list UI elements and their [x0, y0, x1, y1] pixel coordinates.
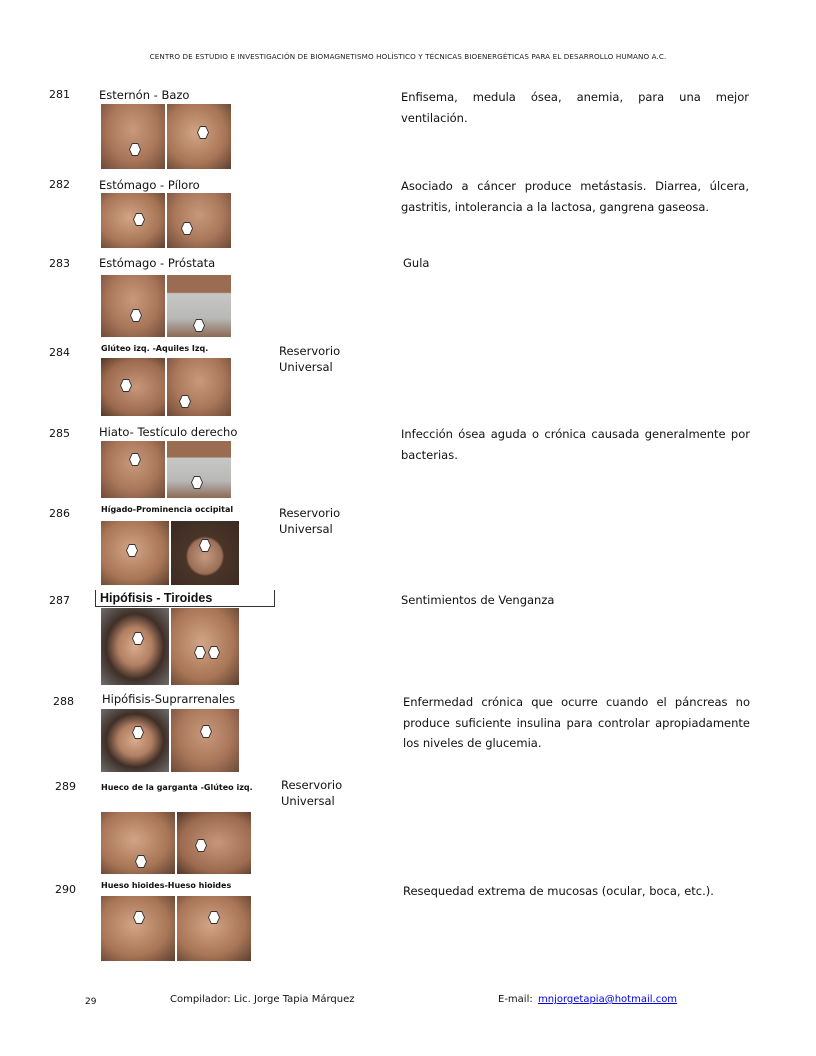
body-point-image [101, 521, 239, 585]
entry-number: 288 [53, 695, 74, 708]
body-point-image [101, 275, 231, 337]
entry-title: Hipófisis-Suprarrenales [102, 692, 236, 706]
entry-title: Hueso hioides-Hueso hioides [101, 881, 232, 890]
entry-title: Hígado-Prominencia occipital [101, 505, 234, 514]
entry-title: Hipófisis - Tiroides [95, 590, 275, 607]
entry-number: 289 [55, 780, 76, 793]
body-point-image [101, 812, 251, 874]
entry-title: Hiato- Testículo derecho [99, 425, 238, 439]
reservoir-label: Reservorio Universal [279, 506, 341, 536]
page-header: CENTRO DE ESTUDIO E INVESTIGACIÓN DE BIOMAGNETISMO HOLÍSTICO Y TÉCNICAS BIOENERGÉTICAS PARA EL DESARROLLO HUMANO A.C. [149, 52, 667, 61]
body-point-image [101, 709, 239, 772]
entry-number: 286 [49, 507, 70, 520]
entry-description: Enfermedad crónica que ocurre cuando el páncreas no produce suficiente insulina para controlar apropiadamente los niveles de glucemia. [403, 695, 750, 750]
footer-email-link[interactable]: mnjorgetapia@hotmail.com [538, 994, 678, 1005]
entry-title: Estómago - Píloro [99, 178, 200, 192]
entry-number: 283 [49, 257, 70, 270]
body-point-image [101, 608, 239, 685]
body-point-image [101, 104, 231, 169]
entry-description: Gula [403, 256, 430, 270]
reservoir-label: Reservorio Universal [279, 344, 341, 374]
entry-description: Sentimientos de Venganza [401, 593, 555, 607]
body-point-image [101, 896, 251, 961]
entry-title: Glúteo izq. -Aquiles Izq. [101, 344, 209, 353]
entry-title: Estómago - Próstata [99, 256, 216, 270]
entry-number: 287 [49, 594, 70, 607]
entry-description: Enfisema, medula ósea, anemia, para una mejor ventilación. [401, 90, 749, 125]
entry-number: 290 [55, 883, 76, 896]
entry-description: Resequedad extrema de mucosas (ocular, boca, etc.). [403, 884, 714, 898]
page-number: 29 [85, 997, 97, 1007]
body-point-image [101, 441, 231, 498]
footer-compiler: Compilador: Lic. Jorge Tapia Márquez [170, 994, 355, 1005]
reservoir-label: Reservorio Universal [281, 778, 343, 808]
entry-number: 282 [49, 178, 70, 191]
entry-number: 284 [49, 346, 70, 359]
body-point-image [101, 358, 231, 416]
entry-description: Asociado a cáncer produce metástasis. Diarrea, úlcera, gastritis, intolerancia a la lactosa, gangrena gaseosa. [401, 179, 749, 214]
entry-title: Esternón - Bazo [99, 88, 190, 102]
entry-number: 285 [49, 427, 70, 440]
entry-title: Hueco de la garganta -Glúteo izq. [101, 783, 253, 792]
footer-email-label: E-mail: [498, 994, 533, 1005]
body-point-image [101, 193, 231, 248]
entry-number: 281 [49, 88, 70, 101]
entry-description: Infección ósea aguda o crónica causada generalmente por bacterias. [401, 427, 750, 462]
